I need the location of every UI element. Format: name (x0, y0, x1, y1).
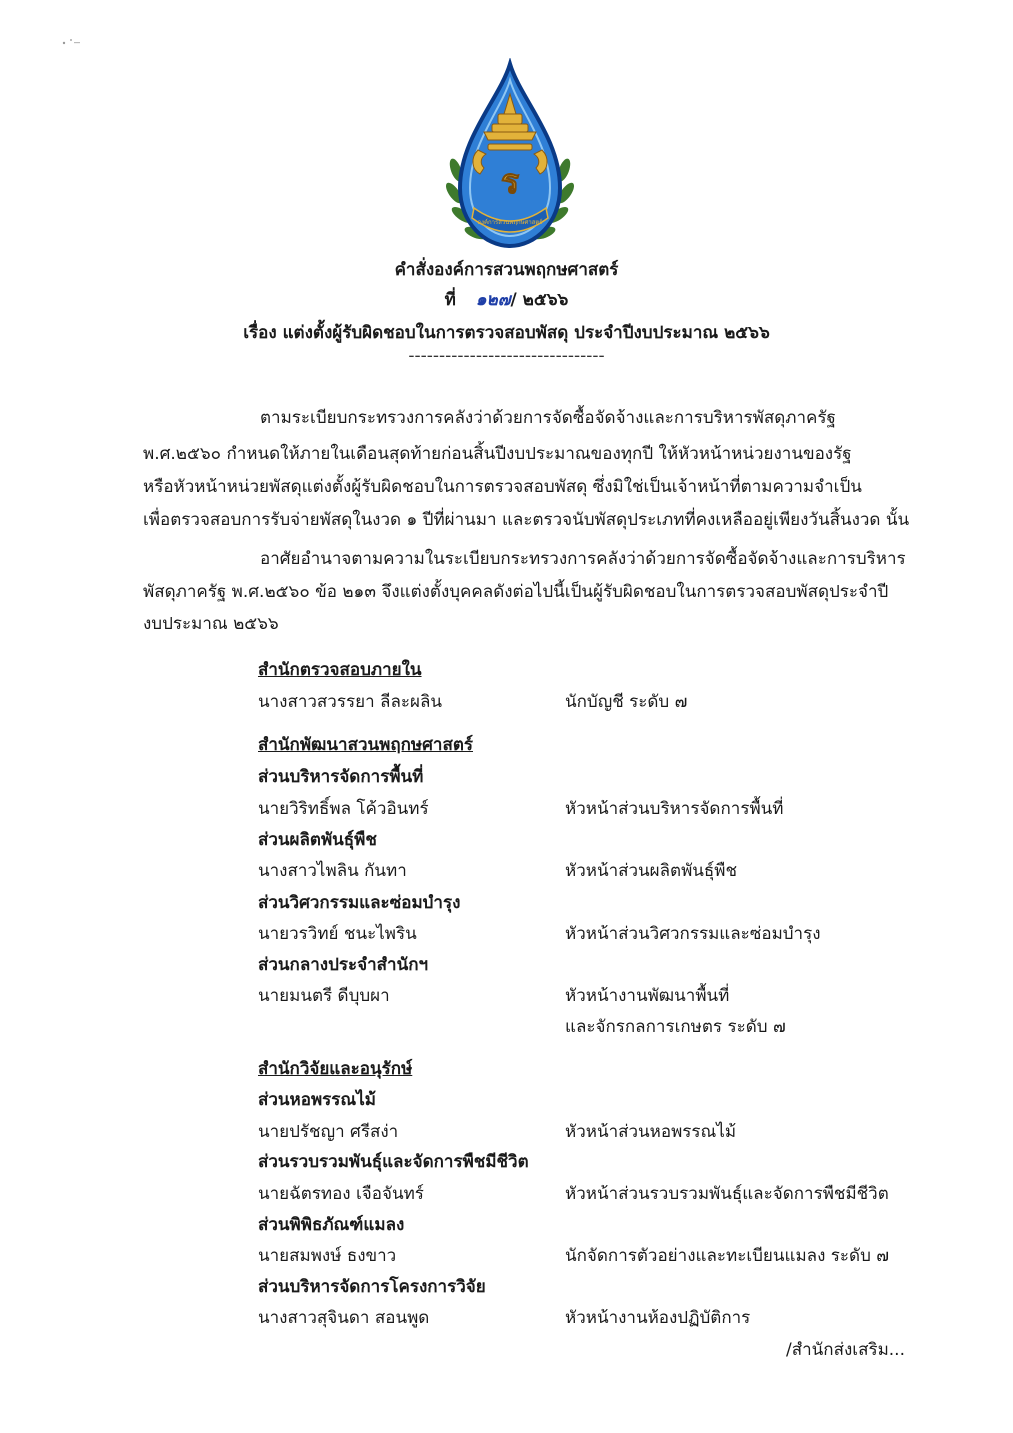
person-position: นักบัญชี ระดับ ๗ (565, 692, 688, 712)
person-name: นายวรวิทย์ ชนะไพริน (258, 924, 417, 944)
para2-line-1: อาศัยอำนาจตามความในระเบียบกระทรวงการคลังว่าด้วยการจัดซื้อจัดจ้างและการบริหาร (260, 549, 906, 569)
para2-line-3: งบประมาณ ๒๕๖๖ (143, 614, 279, 634)
section-heading: ส่วนผลิตพันธุ์พืช (258, 830, 377, 850)
person-position: หัวหน้าส่วนบริหารจัดการพื้นที่ (565, 799, 784, 819)
scan-speck-icon (60, 34, 82, 48)
section-heading: ส่วนรวบรวมพันธุ์และจัดการพืชมีชีวิต (258, 1152, 529, 1172)
botanical-garden-emblem-icon (440, 58, 580, 258)
order-subject: เรื่อง แต่งตั้งผู้รับผิดชอบในการตรวจสอบพัสดุ ประจำปีงบประมาณ ๒๕๖๖ (243, 323, 770, 343)
order-number-handwritten: ๑๒๗ (475, 290, 511, 310)
para1-line-3: หรือหัวหน้าหน่วยพัสดุแต่งตั้งผู้รับผิดชอบในการตรวจสอบพัสดุ ซึ่งมิใช่เป็นเจ้าหน้าที่ตามความจำเป็น (143, 477, 862, 497)
continued-next-page: /สำนักส่งเสริม... (786, 1340, 905, 1360)
person-name: นายปรัชญา ศรีสง่า (258, 1122, 399, 1142)
order-title: คำสั่งองค์การสวนพฤกษศาสตร์ (394, 260, 619, 280)
person-position: หัวหน้าส่วนวิศวกรรมและซ่อมบำรุง (565, 924, 821, 944)
order-number (0, 286, 1013, 313)
person-position: หัวหน้าส่วนผลิตพันธุ์พืช (565, 861, 738, 881)
order-number-year: / ๒๕๖๖ (510, 290, 569, 310)
section-heading: ส่วนกลางประจำสำนักฯ (258, 955, 429, 975)
svg-text:ร: ร (500, 162, 520, 202)
para2-line-2: พัสดุภาครัฐ พ.ศ.๒๕๖๐ ข้อ ๒๑๓ จึงแต่งตั้งบุคคลดังต่อไปนี้เป็นผู้รับผิดชอบในการตรวจสอบพัสดุประจำปี (143, 582, 889, 602)
para1-line-4: เพื่อตรวจสอบการรับจ่ายพัสดุในงวด ๑ ปีที่ผ่านมา และตรวจนับพัสดุประเภทที่คงเหลืออยู่เพียงวันสิ้นงวด นั้น (143, 510, 910, 530)
person-name: นายสมพงษ์ ธงขาว (258, 1246, 397, 1266)
person-position: หัวหน้าส่วนหอพรรณไม้ (565, 1122, 737, 1142)
person-position: หัวหน้างานห้องปฏิบัติการ (565, 1308, 751, 1328)
section-heading: ส่วนวิศวกรรมและซ่อมบำรุง (258, 893, 461, 913)
person-name: นางสาวสุจินดา สอนพูด (258, 1308, 430, 1328)
person-position-continued: และจักรกลการเกษตร ระดับ ๗ (565, 1017, 786, 1037)
person-position: หัวหน้างานพัฒนาพื้นที่ (565, 986, 730, 1006)
section-heading: ส่วนพิพิธภัณฑ์แมลง (258, 1215, 405, 1235)
person-name: นางสาวไพลิน กันทา (258, 861, 407, 881)
section-heading: ส่วนบริหารจัดการโครงการวิจัย (258, 1277, 486, 1297)
header-divider: -------------------------------- (408, 346, 605, 366)
person-name: นายมนตรี ดีบุบผา (258, 986, 390, 1006)
person-position: นักจัดการตัวอย่างและทะเบียนแมลง ระดับ ๗ (565, 1246, 890, 1266)
organization-logo (440, 58, 580, 258)
para1-line-2: พ.ศ.๒๕๖๐ กำหนดให้ภายในเดือนสุดท้ายก่อนสิ้นปีงบประมาณของทุกปี ให้หัวหน้าหน่วยงานของรัฐ (143, 444, 852, 464)
office-internal-audit: สำนักตรวจสอบภายใน (258, 660, 422, 680)
para1-line-1: ตามระเบียบกระทรวงการคลังว่าด้วยการจัดซื้อจัดจ้างและการบริหารพัสดุภาครัฐ (260, 408, 836, 428)
order-number-prefix: ที่ (444, 290, 456, 310)
svg-text:องค์การสวนพฤกษศาสตร์: องค์การสวนพฤกษศาสตร์ (477, 219, 543, 226)
person-position: หัวหน้าส่วนรวบรวมพันธุ์และจัดการพืชมีชีวิต (565, 1184, 889, 1204)
person-name: นายวิริทธิ์พล โค้วอินทร์ (258, 799, 429, 819)
office-garden-development: สำนักพัฒนาสวนพฤกษศาสตร์ (258, 735, 473, 755)
person-name: นายฉัตรทอง เจือจันทร์ (258, 1184, 424, 1204)
person-name: นางสาวสวรรยา ลีละผลิน (258, 692, 442, 712)
section-heading: ส่วนบริหารจัดการพื้นที่ (258, 767, 424, 787)
section-heading: ส่วนหอพรรณไม้ (258, 1090, 376, 1110)
office-research-conservation: สำนักวิจัยและอนุรักษ์ (258, 1059, 413, 1079)
